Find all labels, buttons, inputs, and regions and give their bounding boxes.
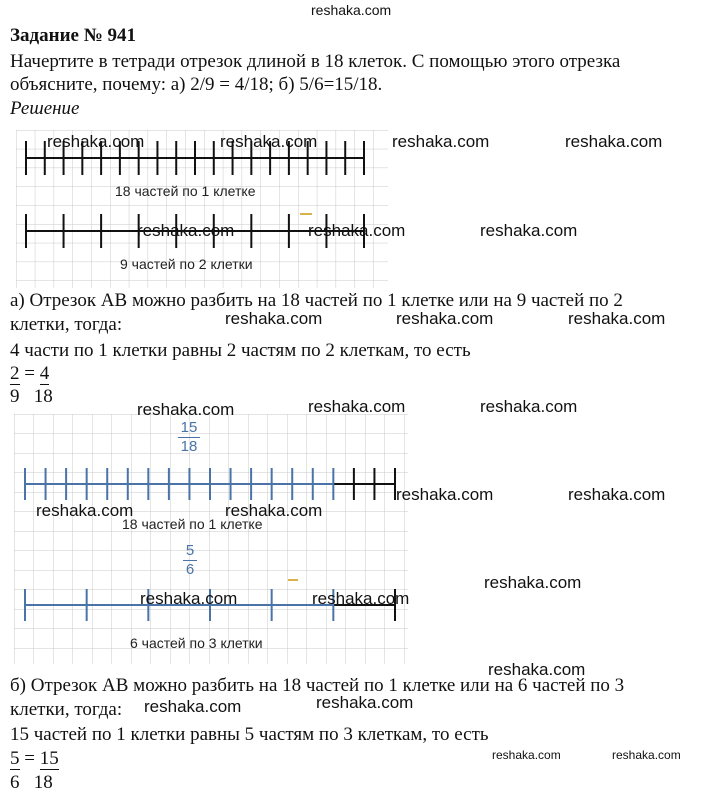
watermark: reshaka.com bbox=[396, 485, 494, 504]
eq-a-sign: = bbox=[24, 363, 35, 384]
part-a-line3: 4 части по 1 клетки равны 2 частям по 2 клеткам, то есть bbox=[10, 340, 471, 361]
top-watermark: reshaka.com bbox=[311, 2, 392, 18]
watermark: reshaka.com bbox=[312, 589, 410, 608]
watermark: reshaka.com bbox=[225, 309, 323, 328]
eq-b-den-left: 6 bbox=[10, 772, 20, 793]
eq-b-num-left: 5 bbox=[10, 748, 20, 769]
eq-a-den-right: 18 bbox=[33, 386, 53, 407]
part-a-line1: а) Отрезок АВ можно разбить на 18 частей по 1 клетке или на 9 частей по 2 bbox=[10, 290, 623, 311]
fig3-caption: 18 частей по 1 клетке bbox=[122, 516, 263, 532]
watermark: reshaka.com bbox=[480, 397, 578, 416]
fig4-fraction bbox=[183, 543, 197, 578]
watermark: reshaka.com bbox=[144, 697, 242, 716]
task-title: Задание № 941 bbox=[10, 25, 137, 46]
watermark: reshaka.com bbox=[488, 660, 586, 679]
watermark: reshaka.com bbox=[36, 501, 134, 520]
eq-a-num-left: 2 bbox=[10, 363, 20, 384]
watermark: reshaka.com bbox=[484, 573, 582, 592]
figure-segments-b bbox=[10, 412, 410, 667]
fig3-fraction-num: 15 bbox=[180, 419, 198, 436]
part-b-equation-numerators bbox=[10, 748, 59, 770]
accent-mark bbox=[300, 213, 312, 215]
watermark: reshaka.com bbox=[316, 693, 414, 712]
watermark: reshaka.com bbox=[392, 132, 490, 151]
fig4-caption: 6 частей по 3 клетки bbox=[130, 635, 263, 651]
fig2-caption: 9 частей по 2 клетки bbox=[120, 256, 253, 272]
fig3-fraction bbox=[178, 420, 200, 455]
watermark: reshaka.com bbox=[47, 132, 145, 151]
eq-a-den-left: 9 bbox=[10, 386, 20, 407]
watermark: reshaka.com bbox=[492, 748, 561, 762]
accent-mark bbox=[288, 579, 298, 581]
fig1-caption: 18 частей по 1 клетке bbox=[115, 183, 256, 199]
watermark: reshaka.com bbox=[137, 400, 235, 419]
watermark: reshaka.com bbox=[225, 501, 323, 520]
part-b-line2: клетки, тогда: bbox=[10, 699, 123, 720]
watermark: reshaka.com bbox=[396, 309, 494, 328]
eq-b-den-right: 18 bbox=[33, 772, 53, 793]
fig3-fraction-den: 18 bbox=[180, 438, 198, 455]
watermark: reshaka.com bbox=[308, 221, 406, 240]
part-a-equation-numerators bbox=[10, 363, 49, 385]
fig4-fraction-num: 5 bbox=[185, 542, 195, 559]
watermark: reshaka.com bbox=[568, 485, 666, 504]
watermark: reshaka.com bbox=[568, 309, 666, 328]
watermark: reshaka.com bbox=[480, 221, 578, 240]
eq-b-num-right: 15 bbox=[39, 748, 59, 769]
eq-b-sign: = bbox=[24, 748, 35, 769]
watermark: reshaka.com bbox=[612, 748, 681, 762]
watermark: reshaka.com bbox=[220, 132, 318, 151]
part-b-equation-denominators bbox=[10, 772, 53, 794]
watermark: reshaka.com bbox=[137, 221, 235, 240]
task-text-line1: Начертите в тетради отрезок длиной в 18 клеток. С помощью этого отрезка bbox=[10, 51, 621, 72]
watermark: reshaka.com bbox=[308, 397, 406, 416]
eq-a-num-right: 4 bbox=[39, 363, 50, 384]
watermark: reshaka.com bbox=[140, 589, 238, 608]
fig4-fraction-den: 6 bbox=[185, 561, 195, 578]
solution-label: Решение bbox=[10, 98, 80, 119]
part-b-line1: б) Отрезок АВ можно разбить на 18 частей по 1 клетке или на 6 частей по 3 bbox=[10, 675, 625, 696]
part-a-line2: клетки, тогда: bbox=[10, 314, 123, 335]
part-b-line3: 15 частей по 1 клетки равны 5 частям по 3 клеткам, то есть bbox=[10, 724, 489, 745]
watermark: reshaka.com bbox=[565, 132, 663, 151]
task-text-line2: объясните, почему: а) 2/9 = 4/18; б) 5/6=15/18. bbox=[10, 74, 383, 95]
grid-background bbox=[14, 414, 408, 664]
part-a-equation-denominators bbox=[10, 386, 53, 408]
